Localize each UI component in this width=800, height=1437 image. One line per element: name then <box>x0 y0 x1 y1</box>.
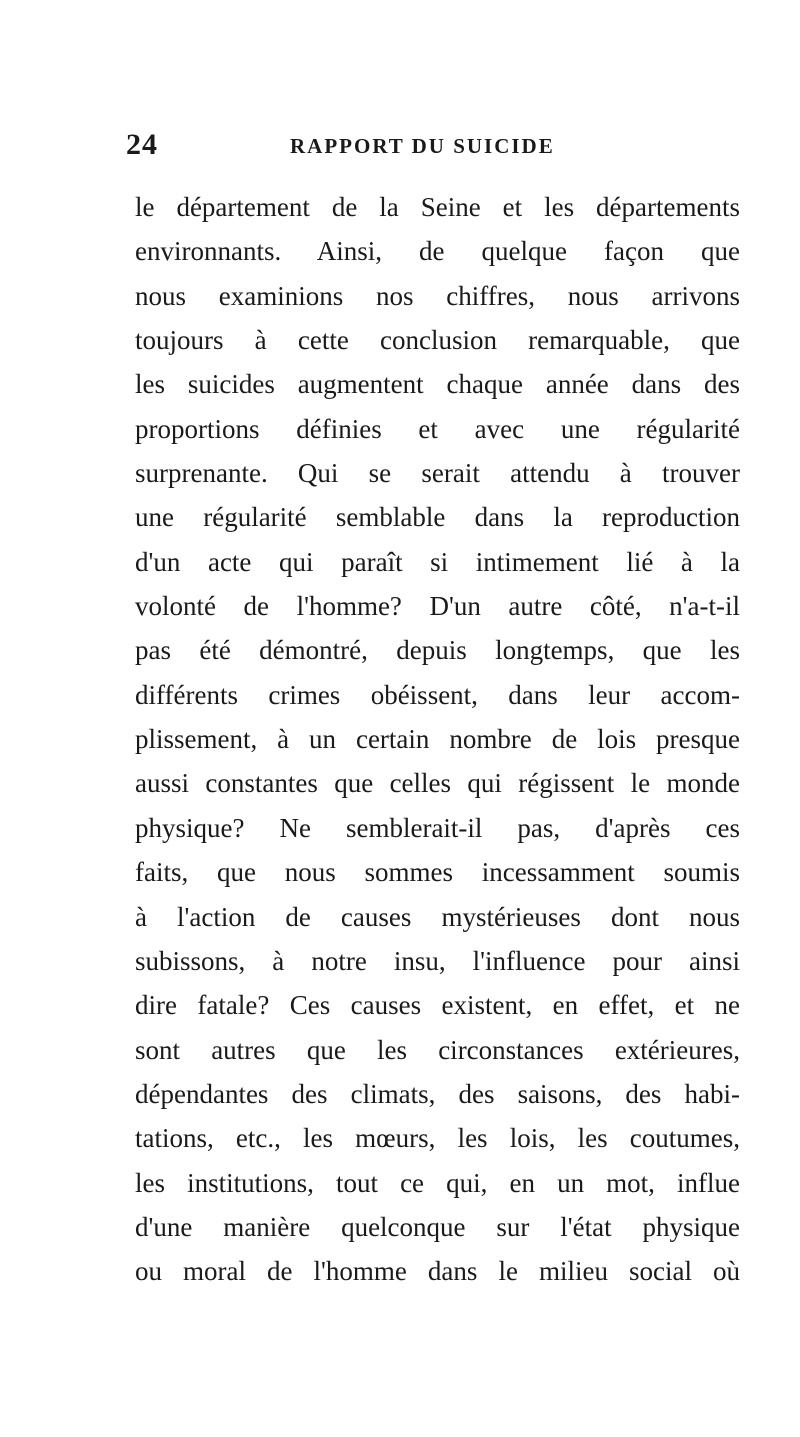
text-line: différents crimes obéissent, dans leur accom- <box>135 679 740 710</box>
page-header <box>0 126 800 166</box>
running-title: RAPPORT DU SUICIDE <box>290 134 555 158</box>
text-line: à l'action de causes mystérieuses dont nous <box>135 901 740 932</box>
text-line: tations, etc., les mœurs, les lois, les coutumes, <box>135 1123 740 1154</box>
text-line: pas été démontré, depuis longtemps, que les <box>135 635 740 666</box>
text-line: dire fatale? Ces causes existent, en effet, et ne <box>135 990 740 1021</box>
text-line: physique? Ne semblerait-il pas, d'après ces <box>135 812 740 843</box>
text-line: surprenante. Qui se serait attendu à trouver <box>135 458 740 489</box>
text-line: sont autres que les circonstances extérieures, <box>135 1034 740 1065</box>
text-line: ou moral de l'homme dans le milieu social où <box>135 1256 740 1287</box>
text-line: volonté de l'homme? D'un autre côté, n'a-t-il <box>135 591 740 622</box>
text-line: subissons, à notre insu, l'influence pour ainsi <box>135 945 740 976</box>
text-line: dépendantes des climats, des saisons, des habi- <box>135 1078 740 1109</box>
text-line: une régularité semblable dans la reproduction <box>135 502 740 533</box>
text-line: les suicides augmentent chaque année dans des <box>135 369 740 400</box>
text-line: toujours à cette conclusion remarquable, que <box>135 325 740 356</box>
body-text <box>135 185 740 1294</box>
text-line: le département de la Seine et les départements <box>135 192 740 222</box>
page-number: 24 <box>126 128 158 161</box>
text-line: les institutions, tout ce qui, en un mot, influe <box>135 1167 740 1198</box>
text-line: plissement, à un certain nombre de lois presque <box>135 724 740 755</box>
text-line: d'une manière quelconque sur l'état physique <box>135 1211 740 1242</box>
text-line: faits, que nous sommes incessamment soumis <box>135 857 740 888</box>
text-line: d'un acte qui paraît si intimement lié à la <box>135 546 740 577</box>
text-line: nous examinions nos chiffres, nous arrivons <box>135 280 740 311</box>
text-line: aussi constantes que celles qui régissent le monde <box>135 768 740 799</box>
text-line: proportions définies et avec une régularité <box>135 413 740 444</box>
text-line: environnants. Ainsi, de quelque façon que <box>135 236 740 267</box>
